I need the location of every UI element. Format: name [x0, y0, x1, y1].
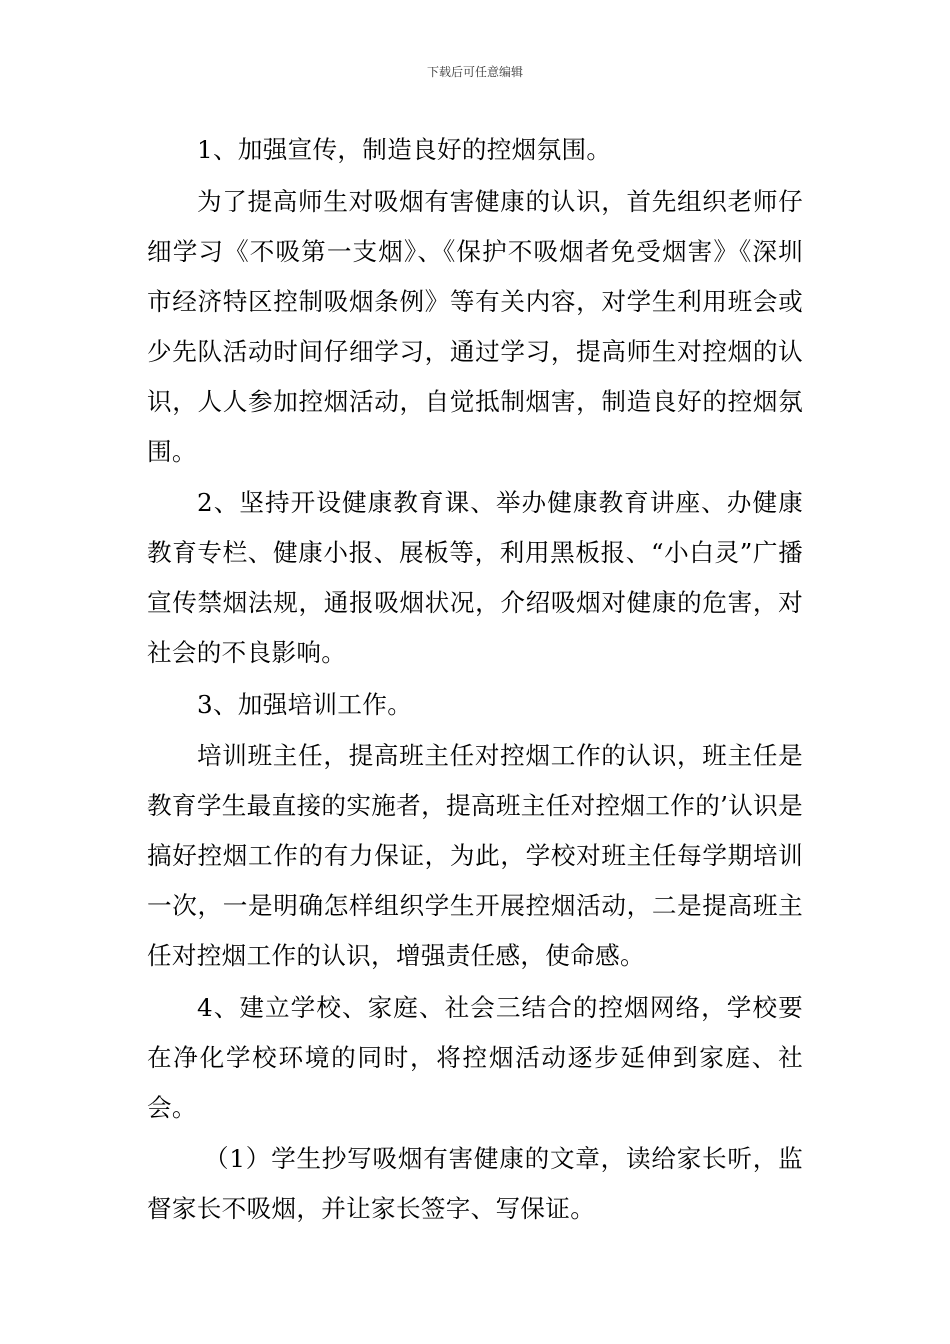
page-header: 下载后可任意编辑: [426, 65, 523, 79]
section-1-heading: 1、加强宣传，制造良好的控烟氛围。: [197, 135, 612, 164]
section-4-paragraph: 4、建立学校、家庭、社会三结合的控烟网络，学校要在净化学校环境的同时，将控烟活动逐步延伸到家庭、社会。: [147, 992, 803, 1122]
section-3-body: 培训班主任，提高班主任对控烟工作的认识，班主任是教育学生最直接的实施者，提高班主任对控烟工作的’认识是搞好控烟工作的有力保证，为此，学校对班主任每学期培训一次，一是明确怎样组织学生开展控烟活动，二是提高班主任对控烟工作的认识，增强责任感，使命感。: [147, 741, 803, 970]
section-3-heading: 3、加强培训工作。: [197, 689, 413, 719]
section-2-paragraph: 2、坚持开设健康教育课、举办健康教育讲座、办健康教育专栏、健康小报、展板等，利用黑板报、“小白灵”广播宣传禁烟法规，通报吸烟状况，介绍吸烟对健康的危害，对社会的不良影响。: [147, 488, 803, 667]
section-4-item-1: （1）学生抄写吸烟有害健康的文章，读给家长听，监督家长不吸烟，并让家长签字、写保证。: [147, 1144, 803, 1223]
document-body: [147, 125, 803, 1234]
section-1-body: 为了提高师生对吸烟有害健康的认识，首先组织老师仔细学习《不吸第一支烟》、《保护不吸烟者免受烟害》《深圳市经济特区控制吸烟条例》等有关内容，对学生利用班会或少先队活动时间仔细学习，通过学习，提高师生对控烟的认识，人人参加控烟活动，自觉抵制烟害，制造良好的控烟氛围。: [147, 186, 803, 466]
